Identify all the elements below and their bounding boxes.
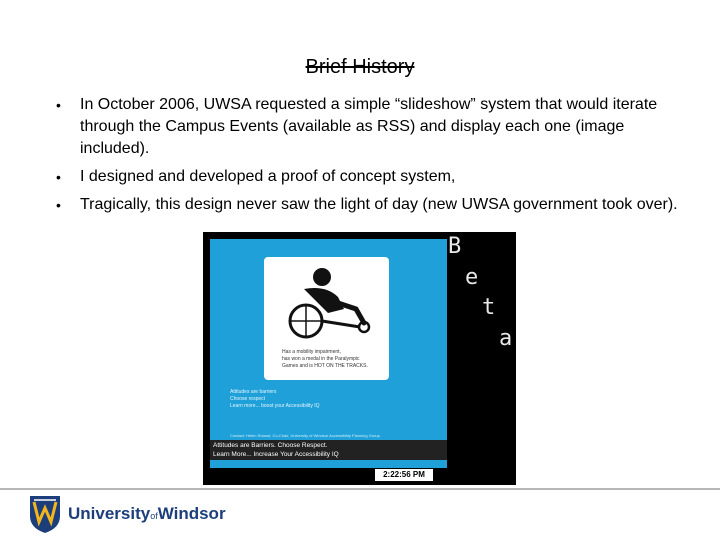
- poster-line: Attitudes are barriers: [230, 389, 277, 395]
- beta-letter: e: [465, 265, 479, 290]
- bullet-marker: •: [56, 169, 61, 185]
- university-logo-text: [68, 504, 226, 524]
- bullet-item: [56, 166, 686, 188]
- bullet-text: Tragically, this design never saw the light of day (new UWSA government took over).: [80, 196, 678, 213]
- brand-main: University: [68, 504, 151, 523]
- bullet-list: [56, 94, 686, 222]
- card-line: Has a mobility impairment,: [282, 349, 341, 355]
- caption-line: Learn More... Increase Your Accessibility IQ: [213, 451, 339, 458]
- wheelchair-athlete-icon: [264, 257, 389, 380]
- bullet-text: In October 2006, UWSA requested a simple “slideshow” system that would iterate through the Campus Events (available as RSS) and display each one (image included).: [80, 96, 658, 157]
- bullet-text: I designed and developed a proof of concept system,: [80, 168, 456, 185]
- bullet-item: [56, 194, 686, 216]
- clock-display: 2:22:56 PM: [375, 469, 433, 481]
- beta-letter: t: [482, 295, 496, 320]
- card-line: Games and is HOT ON THE TRACKS.: [282, 363, 368, 369]
- caption-line: Attitudes are Barriers. Choose Respect.: [213, 442, 328, 449]
- bullet-marker: •: [56, 97, 61, 113]
- footer-divider: [0, 488, 720, 490]
- event-caption: [210, 440, 447, 460]
- beta-letter: B: [448, 234, 462, 259]
- beta-letter: a: [499, 326, 513, 351]
- brand-of: of: [150, 511, 158, 521]
- poster-card: [264, 257, 389, 380]
- poster-contact: Contact: Helen Roland, Co-Chair, University of Windsor Accessibility Planning Group: [230, 433, 380, 438]
- poster-line: Choose respect: [230, 396, 266, 402]
- card-line: has won a medal in the Paralympic: [282, 356, 360, 362]
- poster-line: Learn more... boost your Accessibility IQ: [230, 403, 320, 409]
- poster-text: [230, 389, 319, 410]
- brand-end: Windsor: [157, 504, 226, 523]
- slideshow-screenshot: [203, 232, 516, 485]
- slide-title: Brief History: [305, 56, 415, 78]
- bullet-marker: •: [56, 197, 61, 213]
- university-crest-icon: [28, 494, 62, 534]
- event-poster: [210, 239, 447, 468]
- bullet-item: [56, 94, 686, 160]
